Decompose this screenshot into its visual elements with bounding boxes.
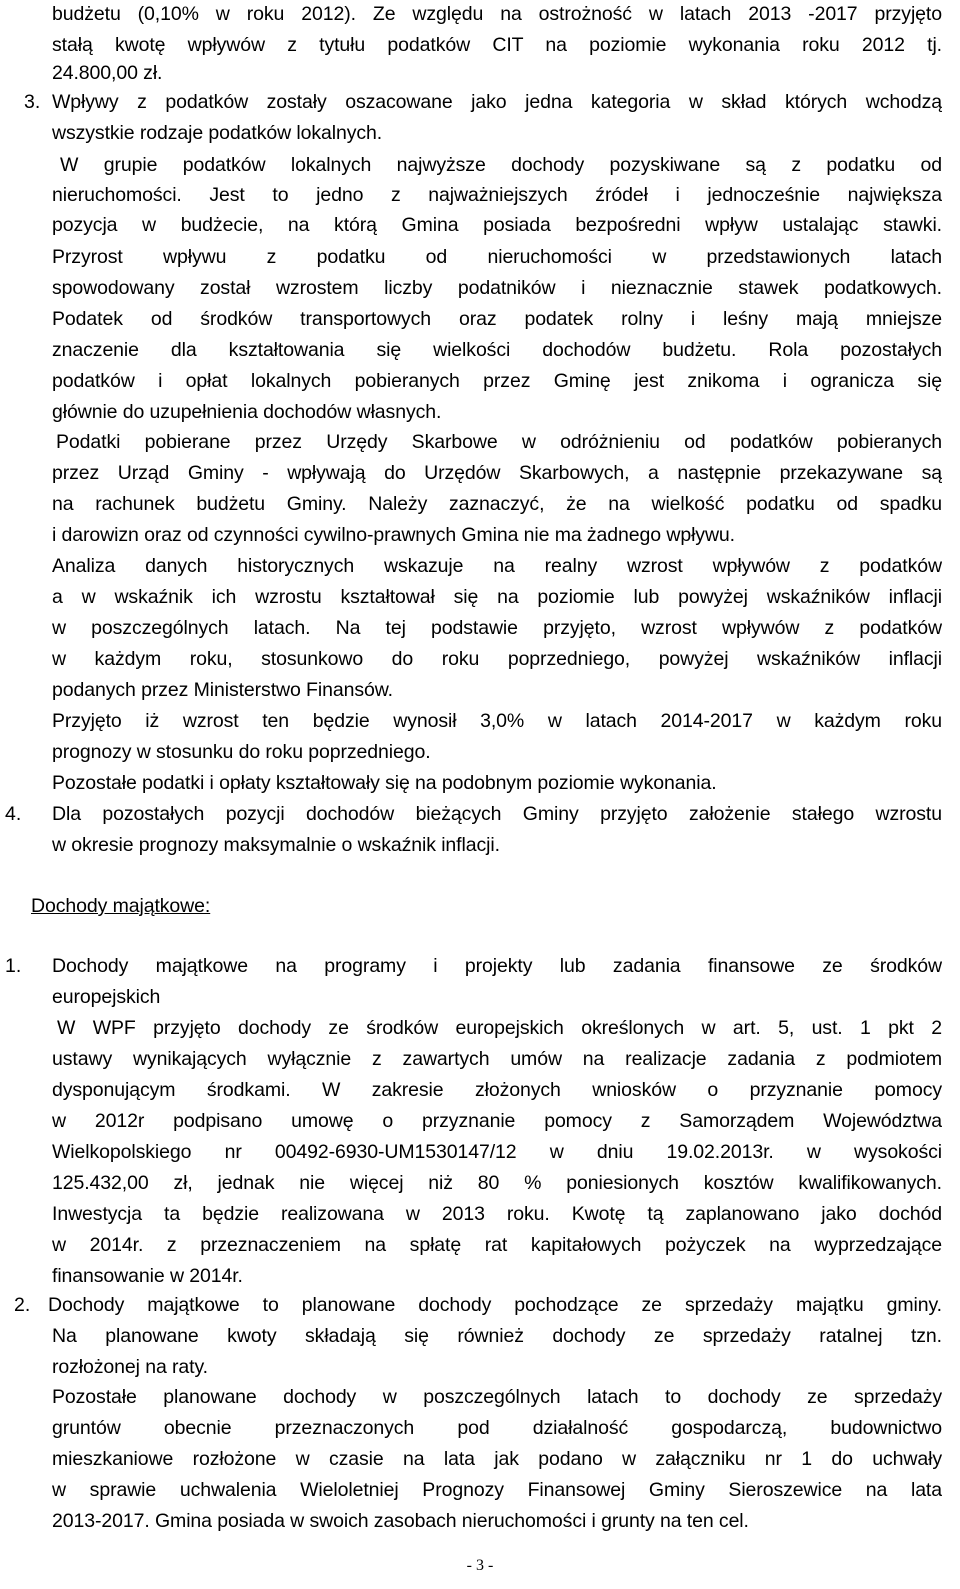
text-line: Inwestycja ta będzie realizowana w 2013 roku. Kwotę tą zaplanowano jako dochód <box>52 1203 942 1225</box>
text-line: Dochody majątkowe na programy i projekty lub zadania finansowe ze środków <box>52 955 942 977</box>
text-line: Wielkopolskiego nr 00492-6930-UM1530147/12 w dniu 19.02.2013r. w wysokości <box>52 1141 942 1163</box>
text-line: budżetu (0,10% w roku 2012). Ze względu na ostrożność w latach 2013 -2017 przyjęto <box>52 3 942 25</box>
text-line: Przyjęto iż wzrost ten będzie wynosił 3,0% w latach 2014-2017 w każdym roku <box>52 710 942 732</box>
text-line: w 2012r podpisano umowę o przyznanie pomocy z Samorządem Województwa <box>52 1110 942 1132</box>
text-line: pozycja w budżecie, na którą Gmina posiada bezpośredni wpływ ustalając stawki. <box>52 214 942 236</box>
text-line: Dla pozostałych pozycji dochodów bieżących Gminy przyjęto założenie stałego wzrostu <box>52 803 942 825</box>
text-line: gruntów obecnie przeznaczonych pod działalność gospodarczą, budownictwo <box>52 1417 942 1439</box>
text-line: w 2014r. z przeznaczeniem na spłatę rat kapitałowych pożyczek na wyprzedzające <box>52 1234 942 1256</box>
text-line: W grupie podatków lokalnych najwyższe dochody pozyskiwane są z podatku od <box>60 154 942 176</box>
text-line: w każdym roku, stosunkowo do roku poprzedniego, powyżej wskaźników inflacji <box>52 648 942 670</box>
text-line: prognozy w stosunku do roku poprzedniego. <box>52 741 431 763</box>
list-number: 2. <box>14 1294 31 1316</box>
text-line: a w wskaźnik ich wzrostu kształtował się na poziomie lub powyżej wskaźników inflacji <box>52 586 942 608</box>
list-number: 3. <box>24 91 41 113</box>
text-line: stałą kwotę wpływów z tytułu podatków CIT na poziomie wykonania roku 2012 tj. <box>52 34 942 56</box>
text-line: dysponującym środkami. W zakresie złożonych wniosków o przyznanie pomocy <box>52 1079 942 1101</box>
text-line: europejskich <box>52 986 161 1008</box>
page-number: - 3 - <box>466 1557 494 1574</box>
text-line: spowodowany został wzrostem liczby podatników i nieznacznie stawek podatkowych. <box>52 277 942 299</box>
text-line: przez Urząd Gminy - wpływają do Urzędów Skarbowych, a następnie przekazywane są <box>52 462 942 484</box>
text-line: głównie do uzupełnienia dochodów własnych. <box>52 401 442 423</box>
text-line: Pozostałe planowane dochody w poszczególnych latach to dochody ze sprzedaży <box>52 1386 942 1408</box>
text-line: Przyrost wpływu z podatku od nieruchomości w przedstawionych latach <box>52 246 942 268</box>
text-line: Podatek od środków transportowych oraz podatek rolny i leśny mają mniejsze <box>52 308 942 330</box>
text-line: W WPF przyjęto dochody ze środków europejskich określonych w art. 5, ust. 1 pkt 2 <box>57 1017 942 1039</box>
text-line: podatków i opłat lokalnych pobieranych przez Gminę jest znikoma i ogranicza się <box>52 370 942 392</box>
text-line: Podatki pobierane przez Urzędy Skarbowe w odróżnieniu od podatków pobieranych <box>56 431 942 453</box>
text-line: Wpływy z podatków zostały oszacowane jako jedna kategoria w skład których wchodzą <box>52 91 942 113</box>
text-line: rozłożonej na raty. <box>52 1356 208 1378</box>
text-line: i darowizn oraz od czynności cywilno-prawnych Gmina nie ma żadnego wpływu. <box>52 524 735 546</box>
text-line: w okresie prognozy maksymalnie o wskaźnik inflacji. <box>52 834 500 856</box>
text-line: podanych przez Ministerstwo Finansów. <box>52 679 393 701</box>
text-line: znaczenie dla kształtowania się wielkości dochodów budżetu. Rola pozostałych <box>52 339 942 361</box>
text-line: 2013-2017. Gmina posiada w swoich zasobach nieruchomości i grunty na ten cel. <box>52 1510 749 1532</box>
text-line: Dochody majątkowe to planowane dochody pochodzące ze sprzedaży majątku gminy. <box>48 1294 942 1316</box>
text-line: 24.800,00 zł. <box>52 62 163 84</box>
text-line: w poszczególnych latach. Na tej podstawie przyjęto, wzrost wpływów z podatków <box>52 617 942 639</box>
text-line: Na planowane kwoty składają się również dochody ze sprzedaży ratalnej tzn. <box>52 1325 942 1347</box>
text-line: nieruchomości. Jest to jedno z najważniejszych źródeł i jednocześnie największa <box>52 184 942 206</box>
section-heading: Dochody majątkowe: <box>31 895 211 917</box>
text-line: mieszkaniowe rozłożone w czasie na lata jak podano w załączniku nr 1 do uchwały <box>52 1448 942 1470</box>
list-number: 4. <box>5 803 22 825</box>
text-line: ustawy wynikających wyłącznie z zawartych umów na realizacje zadania z podmiotem <box>52 1048 942 1070</box>
text-line: Pozostałe podatki i opłaty kształtowały się na podobnym poziomie wykonania. <box>52 772 717 794</box>
text-line: 125.432,00 zł, jednak nie więcej niż 80 % poniesionych kosztów kwalifikowanych. <box>52 1172 942 1194</box>
text-line: w sprawie uchwalenia Wieloletniej Prognozy Finansowej Gminy Sieroszewice na lata <box>52 1479 942 1501</box>
text-line: wszystkie rodzaje podatków lokalnych. <box>52 122 383 144</box>
text-line: Analiza danych historycznych wskazuje na realny wzrost wpływów z podatków <box>52 555 942 577</box>
text-line: na rachunek budżetu Gminy. Należy zaznaczyć, że na wielkość podatku od spadku <box>52 493 942 515</box>
list-number: 1. <box>5 955 22 977</box>
text-line: finansowanie w 2014r. <box>52 1265 243 1287</box>
